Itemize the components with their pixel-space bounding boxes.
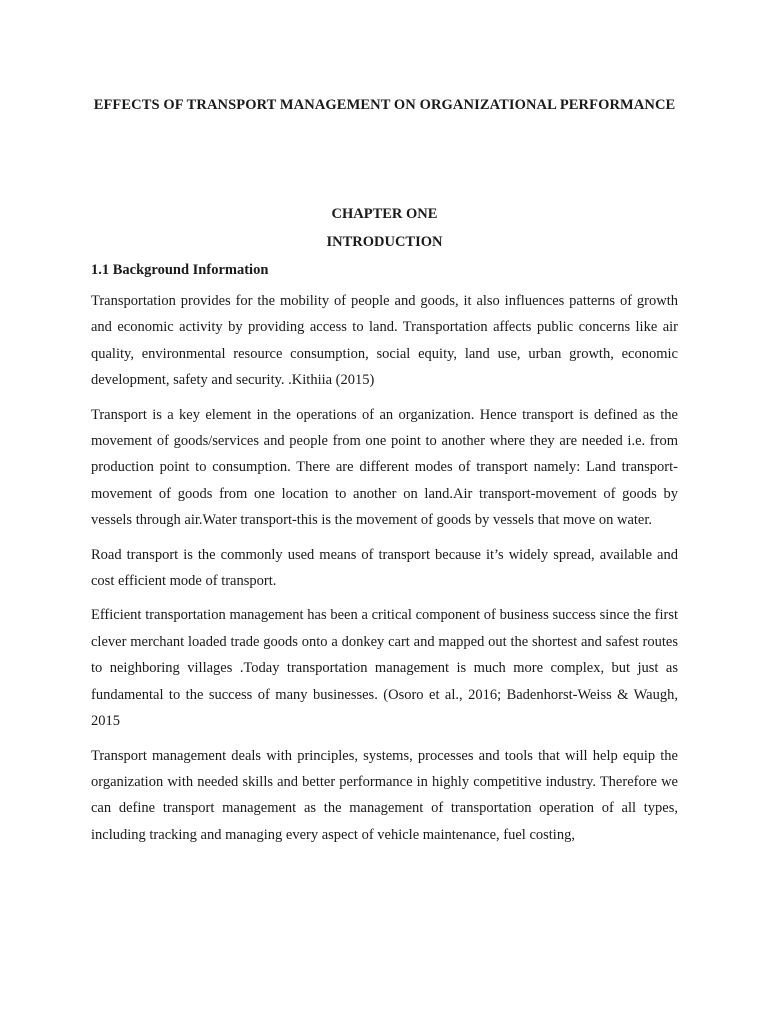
- paragraph: Transport is a key element in the operations of an organization. Hence transport is defined as the movement of goods/services and people from one point to another where they are needed i.e. from production point to consumption. There are different modes of transport namely: Land transport-movement of goods from one location to another on land.Air transport-movement of goods by vessels through air.Water transport-this is the movement of goods by vessels that move on water.: [91, 406, 678, 529]
- paragraph: Road transport is the commonly used means of transport because it’s widely spread, available and cost efficient mode of transport.: [91, 546, 678, 590]
- chapter-header: [91, 200, 678, 256]
- paragraph: Transport management deals with principles, systems, processes and tools that will help equip the organization with needed skills and better performance in highly competitive industry. Therefore we can define transport management as the management of transportation operation of all types, including tracking and managing every aspect of vehicle maintenance, fuel costing,: [91, 747, 678, 843]
- paragraph: Transportation provides for the mobility of people and goods, it also influences patterns of growth and economic activity by providing access to land. Transportation affects public concerns like air quality, environmental resource consumption, social equity, land use, urban growth, economic development, safety and security. .Kithiia (2015): [91, 293, 678, 389]
- paragraph: Efficient transportation management has been a critical component of business success since the first clever merchant loaded trade goods onto a donkey cart and mapped out the shortest and safest routes to neighboring villages .Today transportation management is much more complex, but just as fundamental to the success of many businesses. (Osoro et al., 2016; Badenhorst-Weiss & Waugh, 2015: [91, 607, 678, 730]
- section-heading: 1.1 Background Information: [91, 262, 269, 278]
- document-content: [91, 92, 678, 856]
- document-title: EFFECTS OF TRANSPORT MANAGEMENT ON ORGANIZATIONAL PERFORMANCE: [93, 97, 676, 113]
- chapter-label: CHAPTER ONE: [331, 206, 438, 222]
- chapter-title: INTRODUCTION: [326, 234, 443, 250]
